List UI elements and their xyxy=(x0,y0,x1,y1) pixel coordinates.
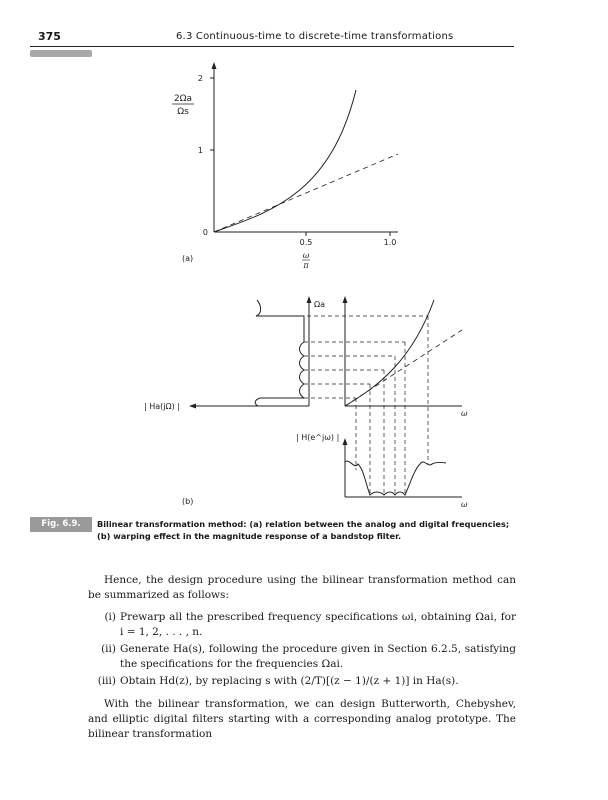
fig-a-linear-reference xyxy=(214,154,398,232)
list-item-text: Generate Ha(s), following the procedure given in Section 6.2.5, satisfying the specifications for the frequencies Ωai. xyxy=(120,643,516,670)
list-item-label: (i) xyxy=(104,611,116,623)
fig-a-ylabel-denominator: Ωs xyxy=(177,107,189,117)
figure-badge: Fig. 6.9. xyxy=(30,517,92,532)
fig-b-omega-label-lower: ω xyxy=(461,500,468,509)
fig-a-y-arrow xyxy=(212,62,217,69)
fig-b-omega-axis-arrow xyxy=(307,296,312,303)
fig-a-xlabel-numerator: ω xyxy=(302,251,310,260)
list-item-label: (ii) xyxy=(101,643,116,655)
list-item xyxy=(88,610,516,640)
fig-b-map-y-arrow xyxy=(343,296,348,303)
list-item-text: Prewarp all the prescribed frequency specifications ωi, obtaining Ωai, for i = 1, 2, . . . , n. xyxy=(120,611,516,638)
fig-b-analog-mag-arrow xyxy=(189,404,196,409)
fig-a-ylabel-numerator: 2Ωa xyxy=(173,94,193,104)
fig-a-xtick-label-10: 1.0 xyxy=(383,238,397,247)
list-item-text: Obtain Hd(z), by replacing s with (2/T)[(z − 1)/(z + 1)] in Ha(s). xyxy=(120,675,459,687)
paragraph-closing: With the bilinear transformation, we can design Butterworth, Chebyshev, and elliptic digital filters starting with a corresponding analog prototype. The bilinear transformation xyxy=(88,698,516,740)
fig-a-warping-curve xyxy=(214,90,356,232)
fig-a-ytick-label-2: 2 xyxy=(197,74,203,83)
fig-b-digital-mag-arrow xyxy=(343,438,348,445)
fig-b-digital-mag-label: | H(e^jω) | xyxy=(296,433,340,442)
figure-b xyxy=(144,296,468,509)
list-item xyxy=(88,674,516,689)
fig-b-omega-label-upper: ω xyxy=(461,409,468,418)
fig-b-linear-reference xyxy=(345,330,462,406)
fig-a-xlabel-denominator: π xyxy=(303,261,309,270)
fig-a-panel-label: (a) xyxy=(182,254,194,263)
figure-a xyxy=(172,62,398,270)
figure-caption: Bilinear transformation method: (a) relation between the analog and digital frequencies; (b) warping effect in the magnitude response of a bandstop filter. xyxy=(97,519,510,541)
fig-b-digital-response xyxy=(345,461,446,495)
fig-a-ytick-label-0: 0 xyxy=(202,228,208,237)
fig-b-panel-label: (b) xyxy=(182,497,194,506)
paragraph-intro: Hence, the design procedure using the bilinear transformation method can be summarized as follows: xyxy=(88,574,516,601)
fig-a-xtick-label-05: 0.5 xyxy=(299,238,313,247)
running-header: 6.3 Continuous-time to discrete-time transformations xyxy=(176,31,454,42)
page-number: 375 xyxy=(38,30,61,43)
list-item-label: (iii) xyxy=(97,675,116,687)
fig-b-omega-a-label: Ωa xyxy=(314,300,326,309)
fig-a-ytick-label-1: 1 xyxy=(197,146,203,155)
list-item xyxy=(88,642,516,672)
fig-b-horizontal-projections xyxy=(258,316,428,398)
fig-b-analog-mag-label: | Ha(jΩ) | xyxy=(144,402,180,411)
